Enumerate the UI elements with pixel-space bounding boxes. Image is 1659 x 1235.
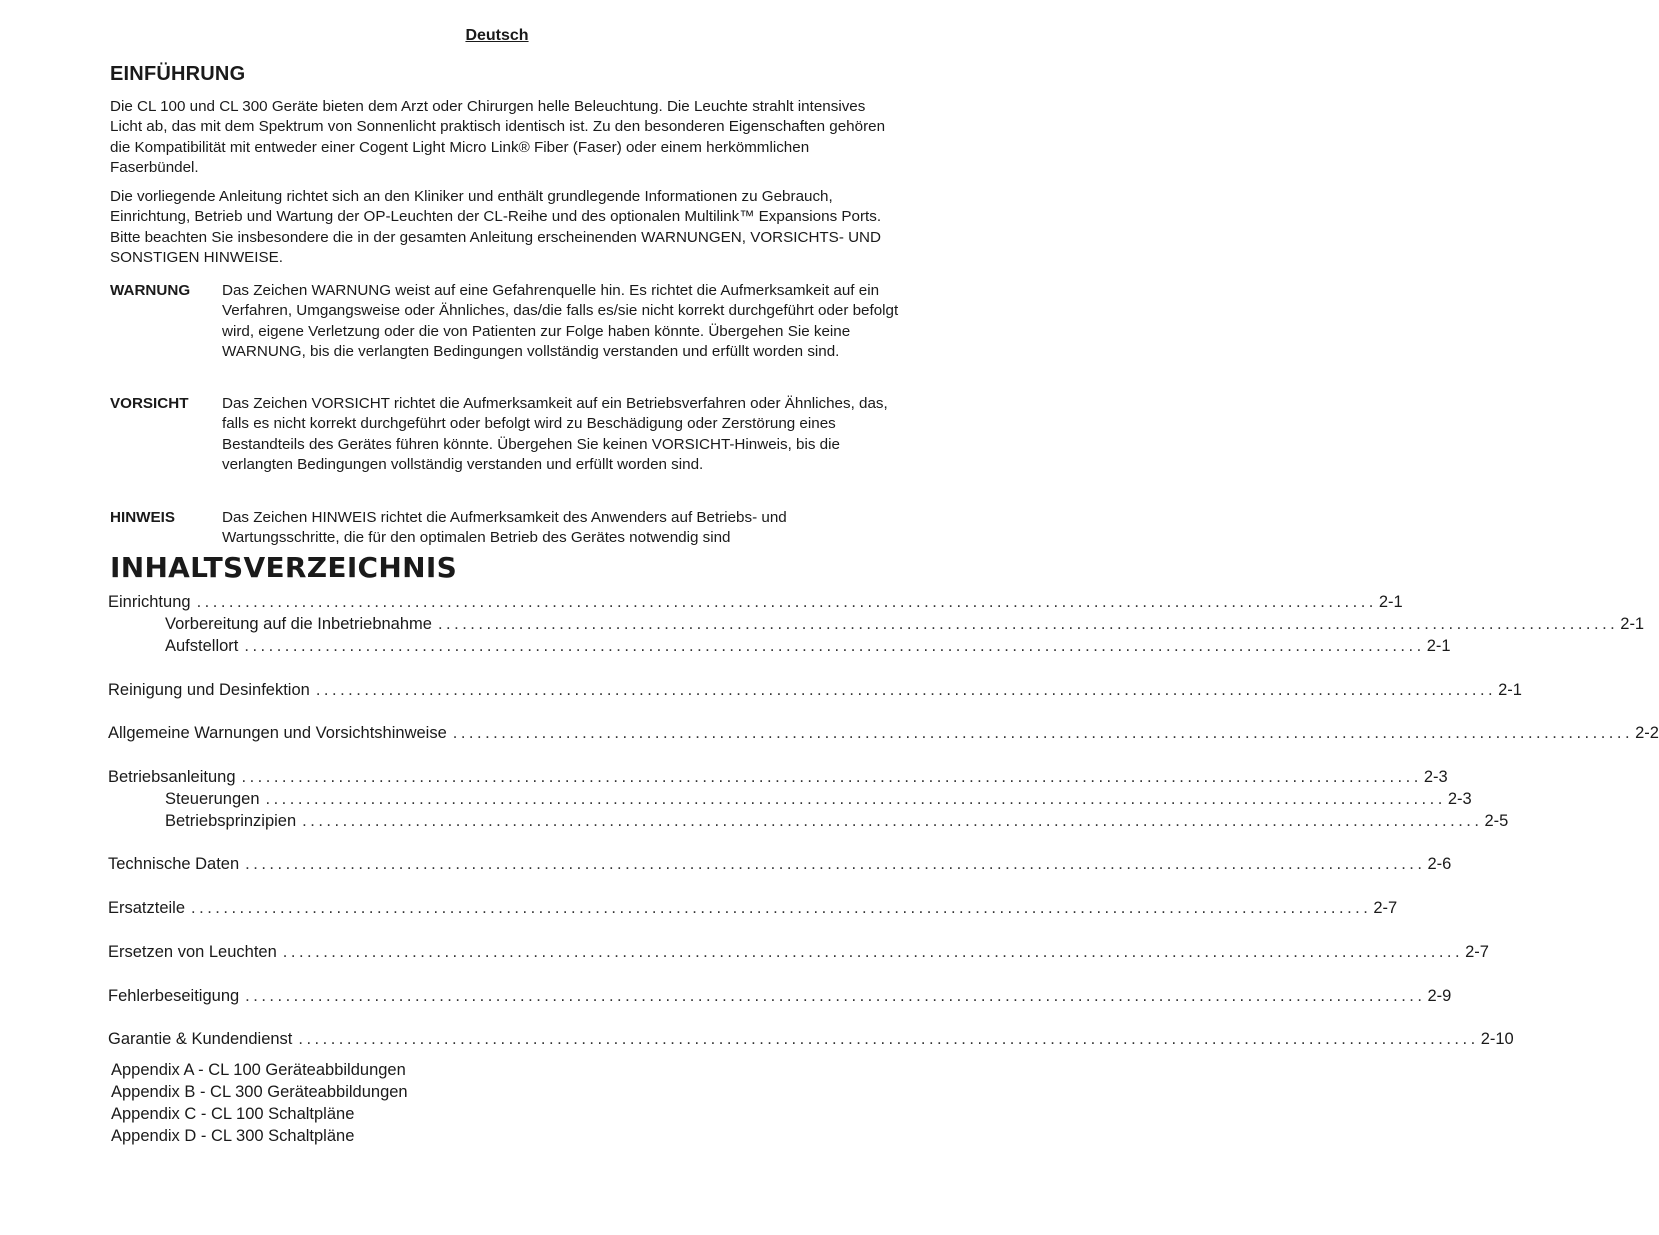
- toc-entry-page: 2-7: [1373, 899, 1398, 917]
- toc-entry-title: Aufstellort: [165, 637, 239, 655]
- toc-entry-title: Fehlerbeseitigung: [108, 987, 240, 1005]
- toc-entry-title: Technische Daten: [108, 855, 240, 873]
- toc-entry-page: 2-7: [1465, 943, 1489, 961]
- toc-entry[interactable]: [108, 1028, 1514, 1050]
- toc-entry[interactable]: [165, 788, 1472, 810]
- toc-entry[interactable]: [108, 897, 1398, 919]
- intro-heading: EINFÜHRUNG: [110, 63, 246, 85]
- toc-dot-leader: ..................................................................................................................................................: [245, 987, 1426, 1005]
- toc-entry[interactable]: [108, 941, 1489, 963]
- toc-heading: INHALTSVERZEICHNIS: [110, 551, 458, 584]
- toc-dot-leader: ..................................................................................................................................................: [191, 899, 1372, 917]
- toc-entry-page: 2-2: [1635, 724, 1659, 742]
- toc-entry-page: 2-9: [1427, 987, 1452, 1005]
- intro-paragraph: Die vorliegende Anleitung richtet sich an den Kliniker und enthält grundlegende Informationen zu Gebrauch, Einrichtung, Betrieb und Wartung der OP-Leuchten der CL-Reihe und des optionalen Multilink™ Expansions Ports. Bitte beachten Sie insbesondere die in der gesamten Anleitung erscheinenden WARNUNGEN, VORSICHTS- UND SONSTIGEN HINWEISE.: [110, 188, 882, 266]
- toc-dot-leader: ..................................................................................................................................................: [244, 637, 1425, 655]
- appendix-item[interactable]: Appendix C - CL 100 Schaltpläne: [111, 1105, 355, 1123]
- toc-entry-title: Betriebsanleitung: [108, 768, 236, 786]
- toc-dot-leader: ..................................................................................................................................................: [245, 855, 1426, 873]
- toc-dot-leader: ..................................................................................................................................................: [265, 790, 1446, 808]
- toc-dot-leader: ..................................................................................................................................................: [298, 1030, 1479, 1048]
- caution-label: VORSICHT: [110, 395, 189, 412]
- toc-dot-leader: ..................................................................................................................................................: [302, 812, 1483, 830]
- toc-entry[interactable]: [108, 722, 1659, 744]
- toc-entry-page: 2-6: [1427, 855, 1452, 873]
- toc-dot-leader: ..................................................................................................................................................: [241, 768, 1422, 786]
- toc-entry[interactable]: [108, 591, 1403, 613]
- toc-dot-leader: ..................................................................................................................................................: [196, 593, 1377, 611]
- toc-entry[interactable]: [108, 766, 1448, 788]
- toc-entry[interactable]: [165, 810, 1509, 832]
- toc-entry-title: Ersatzteile: [108, 899, 186, 917]
- toc-dot-leader: ..................................................................................................................................................: [452, 724, 1634, 742]
- toc-entry[interactable]: [108, 853, 1452, 875]
- toc-entry-page: 2-1: [1498, 681, 1522, 699]
- note-text: Das Zeichen HINWEIS richtet die Aufmerksamkeit des Anwenders auf Betriebs- und Wartungsschritte, die für den optimalen Betrieb des Gerätes notwendig sind: [222, 509, 787, 547]
- toc-entry-title: Vorbereitung auf die Inbetriebnahme: [165, 615, 432, 633]
- toc-entry-page: 2-10: [1480, 1030, 1514, 1048]
- toc-entry[interactable]: [165, 635, 1451, 657]
- toc-entry-page: 2-1: [1378, 593, 1403, 611]
- appendix-item[interactable]: Appendix A - CL 100 Geräteabbildungen: [111, 1061, 406, 1079]
- warning-label: WARNUNG: [110, 282, 191, 299]
- toc-dot-leader: ..................................................................................................................................................: [282, 943, 1464, 961]
- appendix-item[interactable]: Appendix B - CL 300 Geräteabbildungen: [111, 1083, 408, 1101]
- toc-entry-title: Garantie & Kundendienst: [108, 1030, 293, 1048]
- toc-dot-leader: ..................................................................................................................................................: [437, 615, 1619, 633]
- note-label: HINWEIS: [110, 509, 175, 526]
- toc-entry-title: Ersetzen von Leuchten: [108, 943, 277, 961]
- toc-entry-page: 2-1: [1426, 637, 1451, 655]
- appendix-item[interactable]: Appendix D - CL 300 Schaltpläne: [111, 1127, 355, 1145]
- toc-entry-page: 2-3: [1447, 790, 1472, 808]
- toc-dot-leader: ..................................................................................................................................................: [315, 681, 1497, 699]
- warning-text: Das Zeichen WARNUNG weist auf eine Gefahrenquelle hin. Es richtet die Aufmerksamkeit auf ein Verfahren, Umgangsweise oder Ähnliches, das/die falls es/sie nicht korrekt durchgeführt oder befolgt wird, eigene Verletzung oder die von Patienten zur Folge haben könnte. Übergehen Sie keine WARNUNG, bis die verlangten Bedingungen vollständig verstanden und erfüllt worden sind.: [222, 282, 899, 360]
- toc-entry[interactable]: [165, 613, 1645, 635]
- toc-entry-title: Einrichtung: [108, 593, 191, 611]
- toc-entry-title: Betriebsprinzipien: [165, 812, 297, 830]
- language-label: Deutsch: [465, 27, 529, 44]
- toc-entry-page: 2-5: [1484, 812, 1509, 830]
- toc-entry-page: 2-1: [1620, 615, 1645, 633]
- toc-entry-title: Reinigung und Desinfektion: [108, 681, 310, 699]
- toc-entry-title: Allgemeine Warnungen und Vorsichtshinweise: [108, 724, 447, 742]
- caution-text: Das Zeichen VORSICHT richtet die Aufmerksamkeit auf ein Betriebsverfahren oder Ähnliches, das, falls es nicht korrekt durchgeführt oder befolgt wird zu Beschädigung oder Zerstörung eines Bestandteils des Gerätes führen könnte. Übergehen Sie keinen VORSICHT-Hinweis, bis die verlangten Bedingungen vollständig verstanden und erfüllt worden sind.: [222, 395, 888, 473]
- intro-paragraph: Die CL 100 und CL 300 Geräte bieten dem Arzt oder Chirurgen helle Beleuchtung. Die Leuchte strahlt intensives Licht ab, das mit dem Spektrum von Sonnenlicht praktisch identisch ist. Zu den besonderen Eigenschaften gehören die Kompatibilität mit entweder einer Cogent Light Micro Link® Fiber (Faser) oder einem herkömmlichen Faserbündel.: [110, 98, 886, 176]
- toc-entry[interactable]: [108, 679, 1522, 701]
- toc-entry-page: 2-3: [1423, 768, 1448, 786]
- toc-entry-title: Steuerungen: [165, 790, 260, 808]
- toc-entry[interactable]: [108, 985, 1452, 1007]
